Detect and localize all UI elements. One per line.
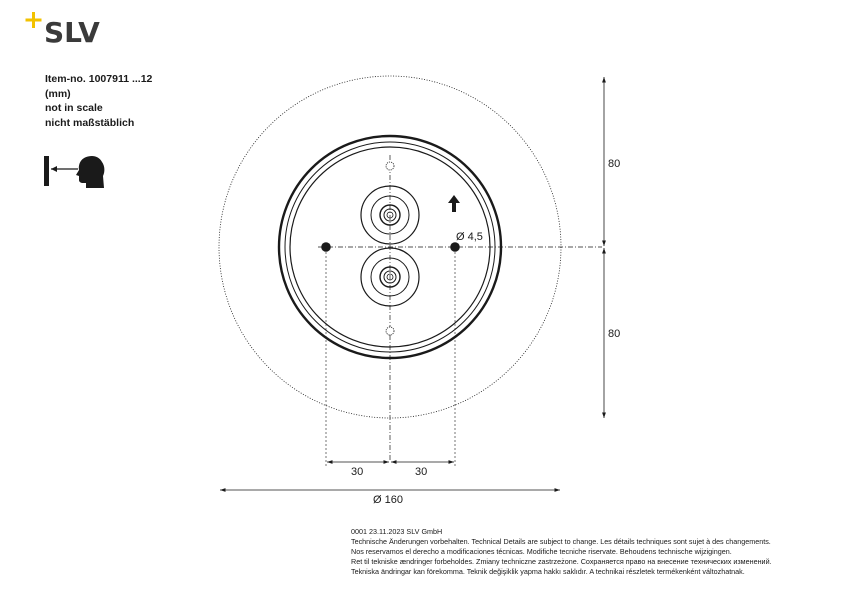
top-fixing-hole: [386, 162, 394, 170]
upper-height-label: 80: [608, 158, 621, 170]
left-spacing-label: 30: [351, 466, 364, 478]
mounting-hole-right: [450, 242, 460, 252]
hole-diameter-label: Ø 4,5: [456, 231, 483, 243]
footer-line-version: 0001 23.11.2023 SLV GmbH: [351, 527, 443, 536]
footer-line-4: Tekniska ändringar kan förekomma. Teknik değişiklik yapma hakkı saklıdır. A technikai részletek termékenként változhatnak.: [351, 567, 745, 576]
mounting-hole-left: [321, 242, 331, 252]
footer-line-2: Nos reservamos el derecho a modificaciones técnicas. Modifiche tecniche riservate. Behoudens technische wijzigingen.: [351, 547, 732, 556]
footer-line-3: Ret til tekniske ændringer forbeholdes. Zmiany techniczne zastrzeżone. Сохраняется право на внесение технических изменений.: [351, 557, 772, 566]
bottom-fixing-hole: [386, 327, 394, 335]
scale-note-en: not in scale: [45, 102, 103, 114]
legal-footer: [351, 527, 772, 577]
footer-line-1: Technische Änderungen vorbehalten. Technical Details are subject to change. Les détails techniques sont sujet à des changements.: [351, 537, 771, 546]
outer-diameter-label: Ø 160: [373, 494, 403, 506]
brand-name: SLV: [44, 16, 100, 49]
arrow-up-icon: [448, 195, 460, 212]
item-number: Item-no. 1007911 ...12: [45, 73, 153, 85]
scale-note-de: nicht maßstäblich: [45, 116, 135, 129]
unit-label: (mm): [45, 87, 71, 100]
right-spacing-label: 30: [415, 466, 428, 478]
lower-height-label: 80: [608, 328, 621, 340]
